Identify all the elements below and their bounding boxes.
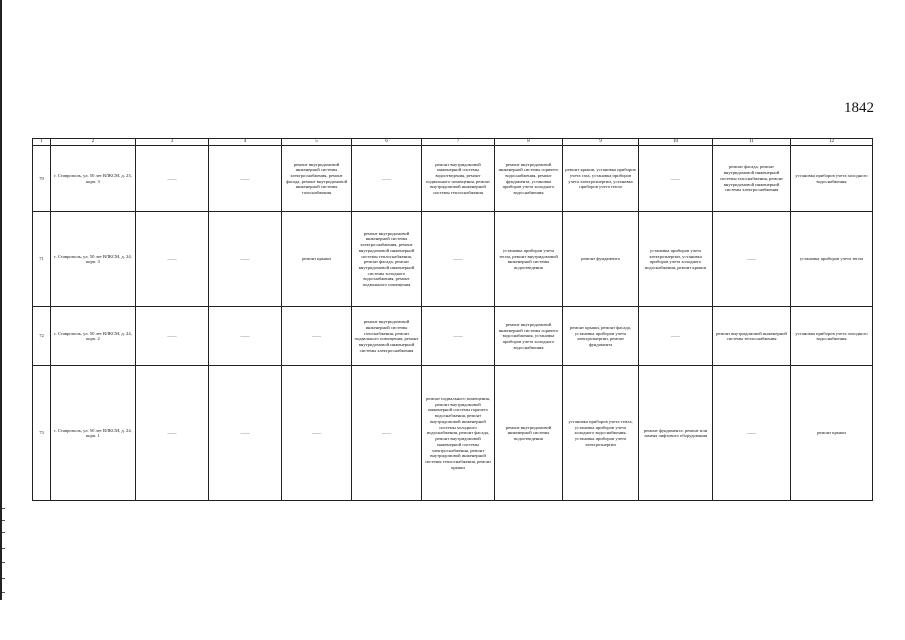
column-header: 4 bbox=[209, 139, 282, 146]
page-number: 1842 bbox=[844, 100, 874, 116]
repair-schedule-table bbox=[32, 138, 873, 501]
row-number: 73 bbox=[33, 366, 51, 501]
table-cell: —— bbox=[422, 307, 495, 366]
column-header: 9 bbox=[563, 139, 639, 146]
row-number: 70 bbox=[33, 146, 51, 212]
table-cell: —— bbox=[136, 366, 209, 501]
address-cell: г. Ставрополь, ул. 50 лет ВЛКСМ, д. 23, корп. 3 bbox=[51, 146, 136, 212]
table-cell: ремонт внутридомовой инженерной системы водоотведения bbox=[495, 366, 563, 501]
table-cell: установка приборов учета тепла, ремонт внутридомовой инженерной системы водоотведения bbox=[495, 212, 563, 307]
table-cell: —— bbox=[282, 366, 352, 501]
table-cell: ремонт крыши, установка приборов учета газа, установка приборов учета электроэнергии, установка приборов учета тепла bbox=[563, 146, 639, 212]
table-cell: —— bbox=[209, 307, 282, 366]
column-header: 1 bbox=[33, 139, 51, 146]
table-row bbox=[33, 146, 873, 212]
column-header: 10 bbox=[639, 139, 713, 146]
table-cell: ремонт крыши bbox=[282, 212, 352, 307]
table-cell: ремонт внутридомовой инженерной системы электроснабжения, ремонт фасада, ремонт внутридомовой инженерной системы газоснабжения bbox=[282, 146, 352, 212]
table-cell: —— bbox=[209, 366, 282, 501]
table-cell: ремонт подвального помещения, ремонт внутридомовой инженерной системы горячего водоснабжения, ремонт внутридомовой инженерной системы холодного водоснабжения, ремонт фасада, ремонт внутридомовой инженерной системы электроснабжения, ремонт внутридомовой инженерной системы теплоснабжения, ремонт крыши bbox=[422, 366, 495, 501]
row-number: 72 bbox=[33, 307, 51, 366]
table-row bbox=[33, 212, 873, 307]
table-cell: —— bbox=[136, 146, 209, 212]
table-cell: ремонт фасада, ремонт внутридомовой инженерной системы газоснабжения, ремонт внутридомовой инженерной системы электроснабжения bbox=[713, 146, 791, 212]
table-cell: ремонт внутридомовой инженерной системы водоотведения, ремонт подвального помещения, ремонт внутридомовой инженерной системы теплоснабжения bbox=[422, 146, 495, 212]
row-number: 71 bbox=[33, 212, 51, 307]
address-cell: г. Ставрополь, ул. 50 лет ВЛКСМ, д. 24, корп. 1 bbox=[51, 366, 136, 501]
table-cell: —— bbox=[209, 146, 282, 212]
table-cell: установка приборов учета холодного водоснабжения bbox=[791, 307, 873, 366]
column-header: 7 bbox=[422, 139, 495, 146]
table-cell: ремонт фундамента, ремонт или замена лифтового оборудования bbox=[639, 366, 713, 501]
table-cell: —— bbox=[352, 366, 422, 501]
table-cell: ремонт внутридомовой инженерной системы электроснабжения, ремонт внутридомовой инженерной системы теплоснабжения, ремонт фасада, ремонт внутридомовой инженерной системы холодного водоснабжения, ремонт подвального помещения bbox=[352, 212, 422, 307]
address-cell: г. Ставрополь, ул. 50 лет ВЛКСМ, д. 24, корп. 2 bbox=[51, 307, 136, 366]
table-cell: установка приборов учета холодного водоснабжения bbox=[791, 146, 873, 212]
table-cell: —— bbox=[639, 146, 713, 212]
column-header: 5 bbox=[282, 139, 352, 146]
table-cell: ремонт внутридомовой инженерной системы горячего водоснабжения, установка приборов учета холодного водоснабжения bbox=[495, 307, 563, 366]
table-cell: —— bbox=[282, 307, 352, 366]
table-cell: установка приборов учета тепла bbox=[791, 212, 873, 307]
table-cell: ремонт крыши, ремонт фасада, установка приборов учета электроэнергии, ремонт фундамента bbox=[563, 307, 639, 366]
table-cell: —— bbox=[352, 146, 422, 212]
column-header: 2 bbox=[51, 139, 136, 146]
column-header: 11 bbox=[713, 139, 791, 146]
table-cell: —— bbox=[639, 307, 713, 366]
table-cell: ремонт фундамента bbox=[563, 212, 639, 307]
table-cell: —— bbox=[136, 307, 209, 366]
table-cell: установка приборов учета электроэнергии, установка приборов учета холодного водоснабжения, ремонт крыши bbox=[639, 212, 713, 307]
column-header: 3 bbox=[136, 139, 209, 146]
table-cell: —— bbox=[209, 212, 282, 307]
table-cell: ремонт внутридомовой инженерной системы горячего водоснабжения, ремонт фундамента, установка приборов учета холодного водоснабжения bbox=[495, 146, 563, 212]
column-header: 6 bbox=[352, 139, 422, 146]
table-cell: —— bbox=[713, 212, 791, 307]
column-header: 8 bbox=[495, 139, 563, 146]
column-number-row bbox=[33, 139, 873, 146]
table-cell: —— bbox=[713, 366, 791, 501]
address-cell: г. Ставрополь, ул. 50 лет ВЛКСМ, д. 24, корп. 3 bbox=[51, 212, 136, 307]
column-header: 12 bbox=[791, 139, 873, 146]
table-cell: ремонт внутридомовой инженерной системы теплоснабжения bbox=[713, 307, 791, 366]
table-cell: ремонт внутридомовой инженерной системы газоснабжения, ремонт подвального помещения, ремонт внутридомовой инженерной системы электроснабжения bbox=[352, 307, 422, 366]
table-cell: установка приборов учета тепла, установка приборов учета холодного водоснабжения, установка приборов учета электроэнергии bbox=[563, 366, 639, 501]
table-row bbox=[33, 307, 873, 366]
table-cell: —— bbox=[422, 212, 495, 307]
table-row bbox=[33, 366, 873, 501]
scan-left-edge bbox=[0, 0, 2, 600]
table-cell: —— bbox=[136, 212, 209, 307]
table-cell: ремонт крыши bbox=[791, 366, 873, 501]
